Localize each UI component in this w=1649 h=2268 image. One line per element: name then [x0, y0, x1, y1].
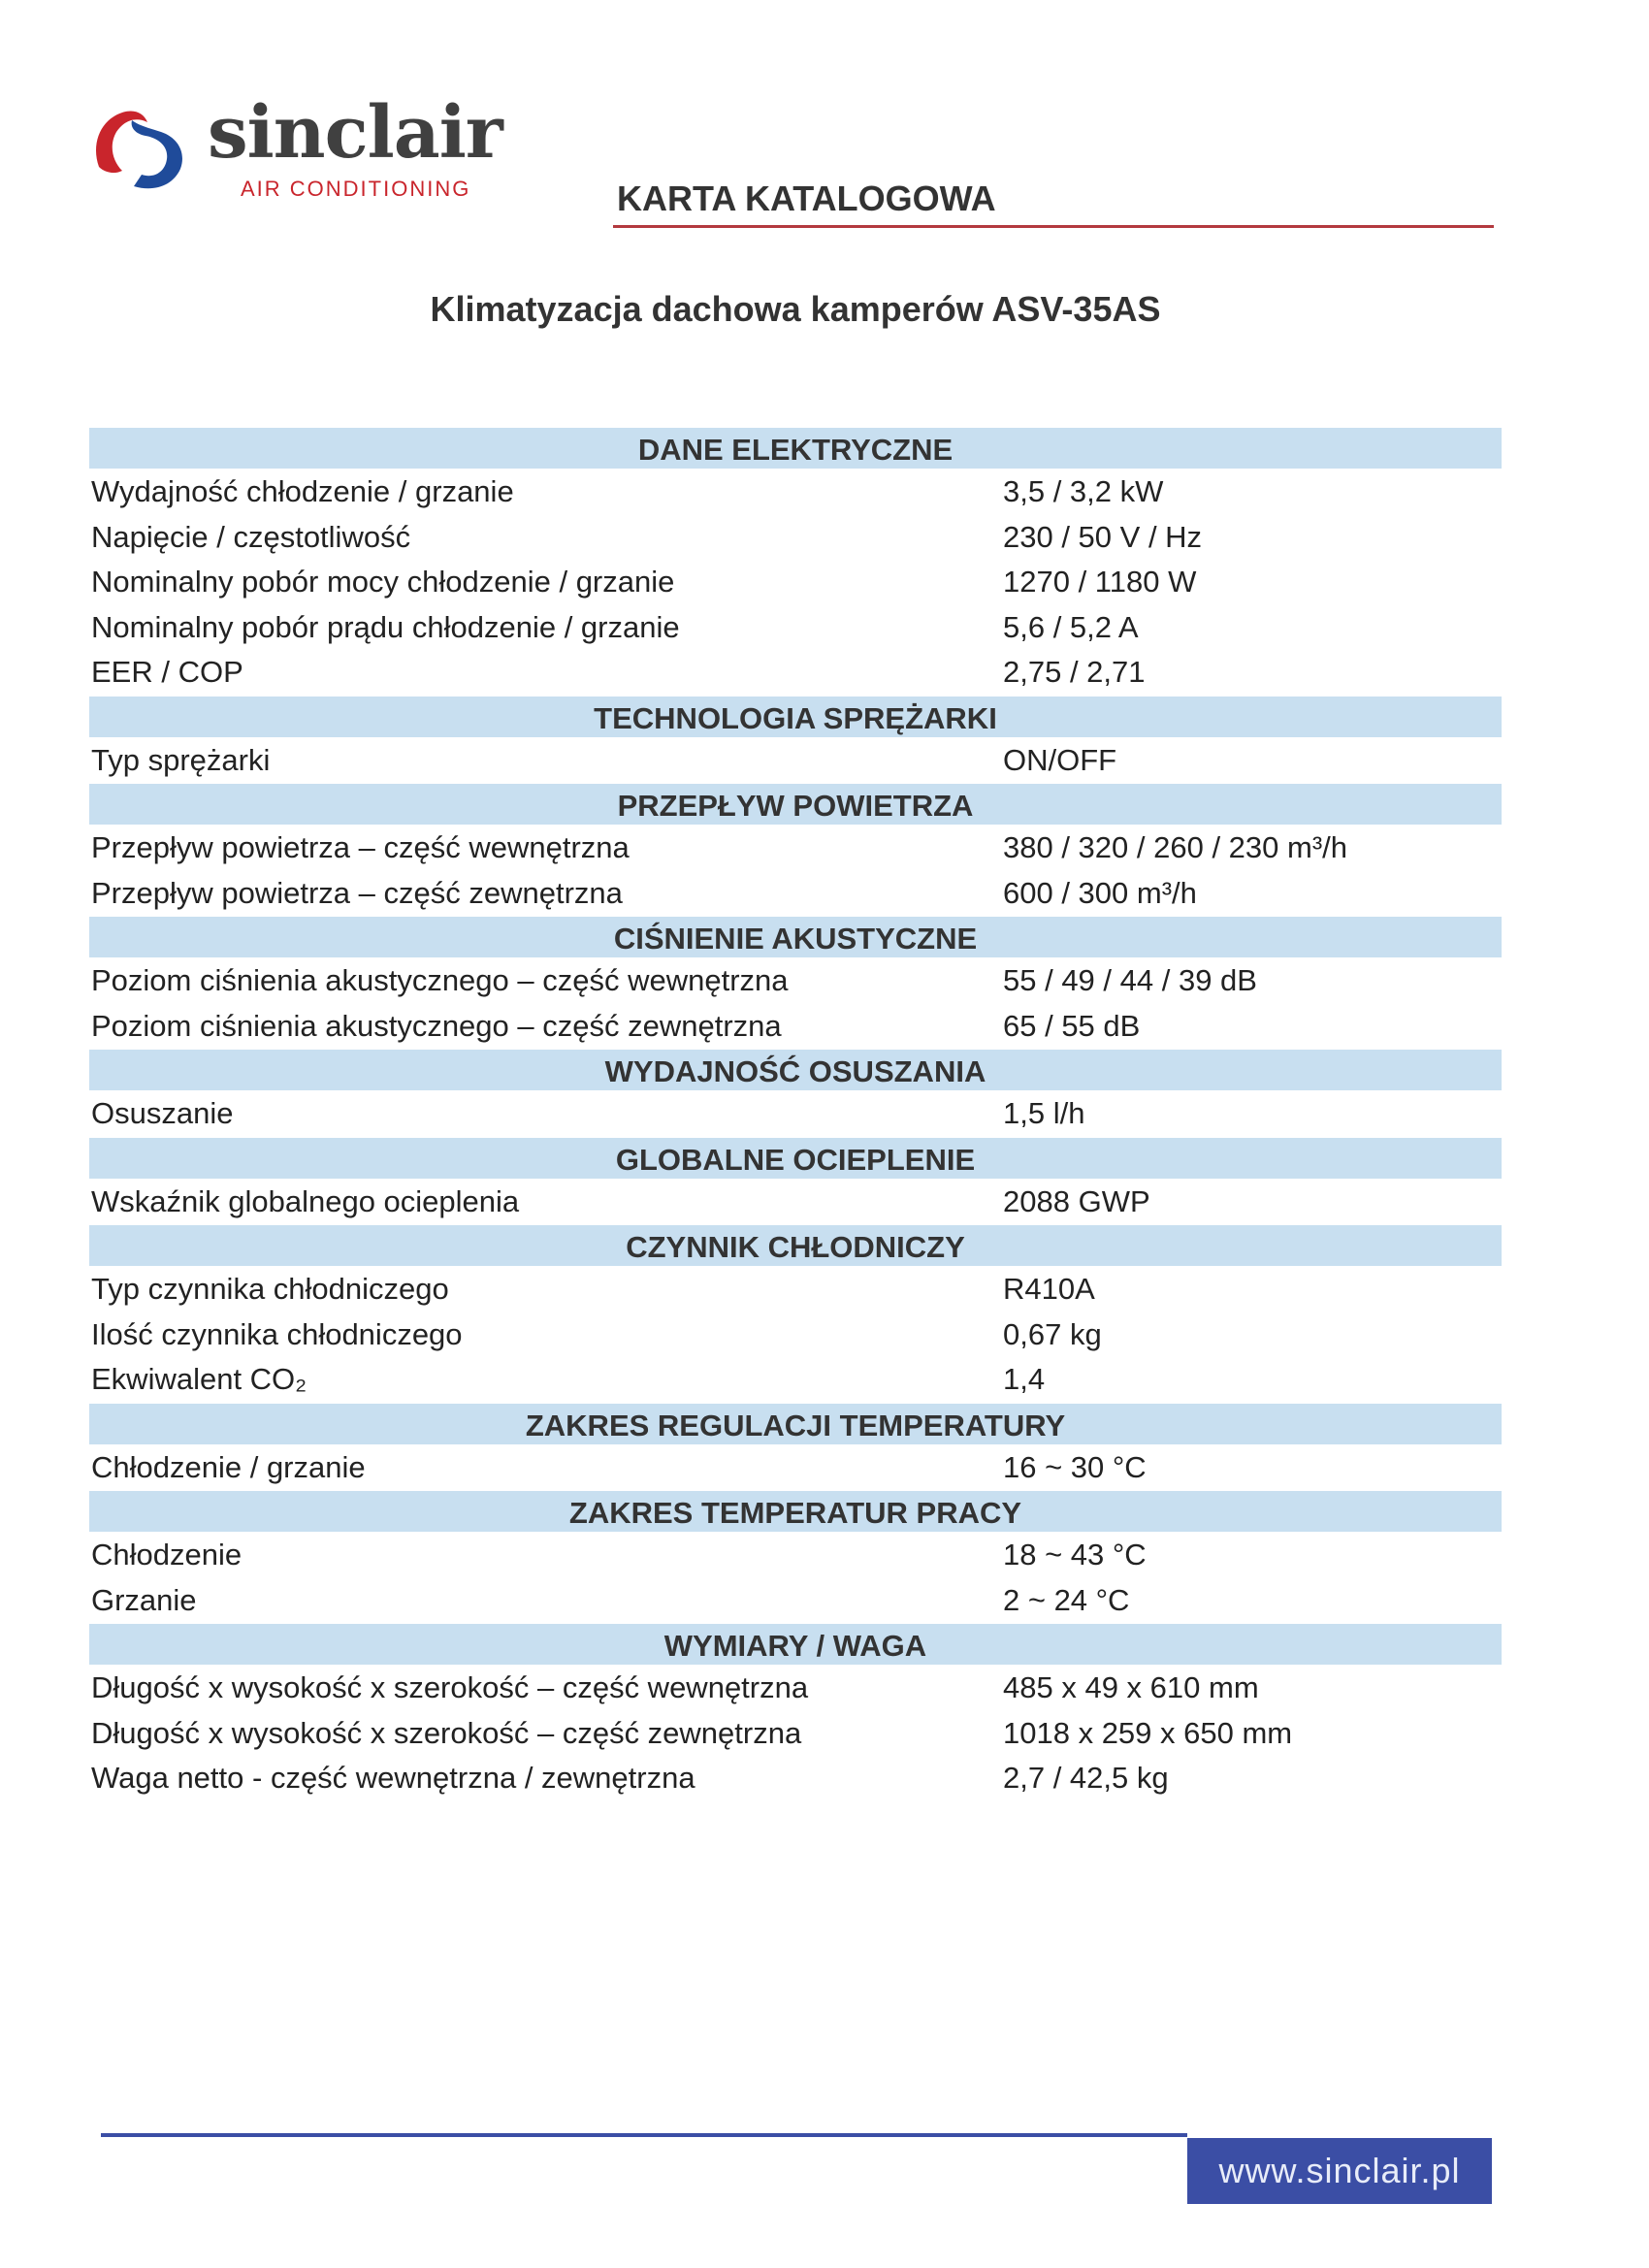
spec-table	[89, 427, 1502, 1801]
spec-label: Nominalny pobór prądu chłodzenie / grzanie	[91, 609, 680, 644]
spec-row	[89, 1756, 1502, 1801]
section-header: GLOBALNE OCIEPLENIE	[89, 1138, 1502, 1179]
section-header: TECHNOLOGIA SPRĘŻARKI	[89, 697, 1502, 737]
section-header: WYDAJNOŚĆ OSUSZANIA	[89, 1050, 1502, 1090]
spec-row	[89, 470, 1502, 515]
product-title: Klimatyzacja dachowa kamperów ASV-35AS	[430, 289, 1161, 329]
spec-row	[89, 560, 1502, 605]
spec-row	[89, 515, 1502, 561]
spec-row	[89, 1357, 1502, 1403]
spec-value: 2,7 / 42,5 kg	[1003, 1761, 1169, 1795]
title-divider	[613, 225, 1494, 228]
spec-label: Typ sprężarki	[91, 742, 271, 777]
spec-label: Waga netto - część wewnętrzna / zewnętrzna	[91, 1761, 695, 1795]
section-header: DANE ELEKTRYCZNE	[89, 428, 1502, 469]
footer-divider	[101, 2133, 1187, 2137]
spec-row	[89, 1180, 1502, 1225]
spec-value: 2088 GWP	[1003, 1183, 1150, 1218]
spec-row	[89, 1445, 1502, 1491]
section-header: ZAKRES REGULACJI TEMPERATURY	[89, 1404, 1502, 1444]
spec-value: ON/OFF	[1003, 742, 1117, 777]
spec-value: 16 ~ 30 °C	[1003, 1449, 1147, 1484]
spec-label: Nominalny pobór mocy chłodzenie / grzanie	[91, 565, 675, 599]
section-header: WYMIARY / WAGA	[89, 1624, 1502, 1665]
spec-row	[89, 1533, 1502, 1578]
brand-name: sinclair	[208, 91, 502, 175]
spec-label: Napięcie / częstotliwość	[91, 519, 411, 554]
spec-label: Przepływ powietrza – część wewnętrzna	[91, 830, 630, 864]
spec-value: 2 ~ 24 °C	[1003, 1582, 1130, 1617]
spec-value: 1270 / 1180 W	[1003, 565, 1197, 599]
spec-value: R410A	[1003, 1272, 1095, 1306]
spec-value: 0,67 kg	[1003, 1316, 1102, 1351]
spec-value: 3,5 / 3,2 kW	[1003, 474, 1164, 508]
spec-row	[89, 826, 1502, 871]
spec-value: 485 x 49 x 610 mm	[1003, 1670, 1259, 1704]
spec-value: 600 / 300 m³/h	[1003, 875, 1197, 910]
section-header: CZYNNIK CHŁODNICZY	[89, 1225, 1502, 1266]
spec-label: Grzanie	[91, 1582, 197, 1617]
spec-label: Przepływ powietrza – część zewnętrzna	[91, 875, 623, 910]
spec-row	[89, 1312, 1502, 1358]
section-header: CIŚNIENIE AKUSTYCZNE	[89, 917, 1502, 957]
spec-value: 230 / 50 V / Hz	[1003, 519, 1203, 554]
spec-value: 18 ~ 43 °C	[1003, 1538, 1147, 1571]
spec-value: 55 / 49 / 44 / 39 dB	[1003, 963, 1257, 997]
brand-subtitle: AIR CONDITIONING	[241, 177, 471, 201]
spec-row	[89, 738, 1502, 784]
spec-row	[89, 1711, 1502, 1757]
spec-value: 1018 x 259 x 650 mm	[1003, 1715, 1293, 1750]
spec-row	[89, 650, 1502, 696]
spec-row	[89, 1267, 1502, 1312]
spec-label: Długość x wysokość x szerokość – część zewnętrzna	[91, 1715, 802, 1750]
spec-label: Wydajność chłodzenie / grzanie	[91, 474, 514, 508]
brand-logo	[85, 91, 532, 204]
spec-label: Ilość czynnika chłodniczego	[91, 1316, 463, 1351]
spec-label: Osuszanie	[91, 1096, 234, 1130]
spec-label: Poziom ciśnienia akustycznego – część wewnętrzna	[91, 963, 789, 997]
spec-value: 380 / 320 / 260 / 230 m³/h	[1003, 830, 1348, 864]
spec-label: Chłodzenie / grzanie	[91, 1449, 366, 1484]
spec-value: 5,6 / 5,2 A	[1003, 609, 1139, 644]
spec-row	[89, 1004, 1502, 1050]
spec-label: Wskaźnik globalnego ocieplenia	[91, 1183, 520, 1218]
spec-label: Długość x wysokość x szerokość – część wewnętrzna	[91, 1670, 809, 1704]
spec-label: Typ czynnika chłodniczego	[91, 1272, 449, 1306]
sheet-title: KARTA KATALOGOWA	[617, 178, 996, 218]
spec-label: Poziom ciśnienia akustycznego – część zewnętrzna	[91, 1008, 782, 1043]
spec-row	[89, 1666, 1502, 1711]
spec-row	[89, 871, 1502, 917]
spec-value: 1,4	[1003, 1362, 1046, 1396]
section-header: ZAKRES TEMPERATUR PRACY	[89, 1491, 1502, 1532]
spec-label: EER / COP	[91, 655, 243, 689]
sinclair-s-icon	[85, 103, 194, 192]
spec-row	[89, 605, 1502, 651]
spec-label: Ekwiwalent CO₂	[91, 1362, 307, 1396]
spec-value: 2,75 / 2,71	[1003, 655, 1146, 689]
spec-row	[89, 958, 1502, 1004]
website-link[interactable]: www.sinclair.pl	[1187, 2138, 1492, 2204]
spec-value: 1,5 l/h	[1003, 1096, 1085, 1130]
spec-label: Chłodzenie	[91, 1538, 242, 1571]
spec-row	[89, 1578, 1502, 1624]
section-header: PRZEPŁYW POWIETRZA	[89, 784, 1502, 825]
spec-row	[89, 1091, 1502, 1137]
spec-value: 65 / 55 dB	[1003, 1008, 1141, 1043]
